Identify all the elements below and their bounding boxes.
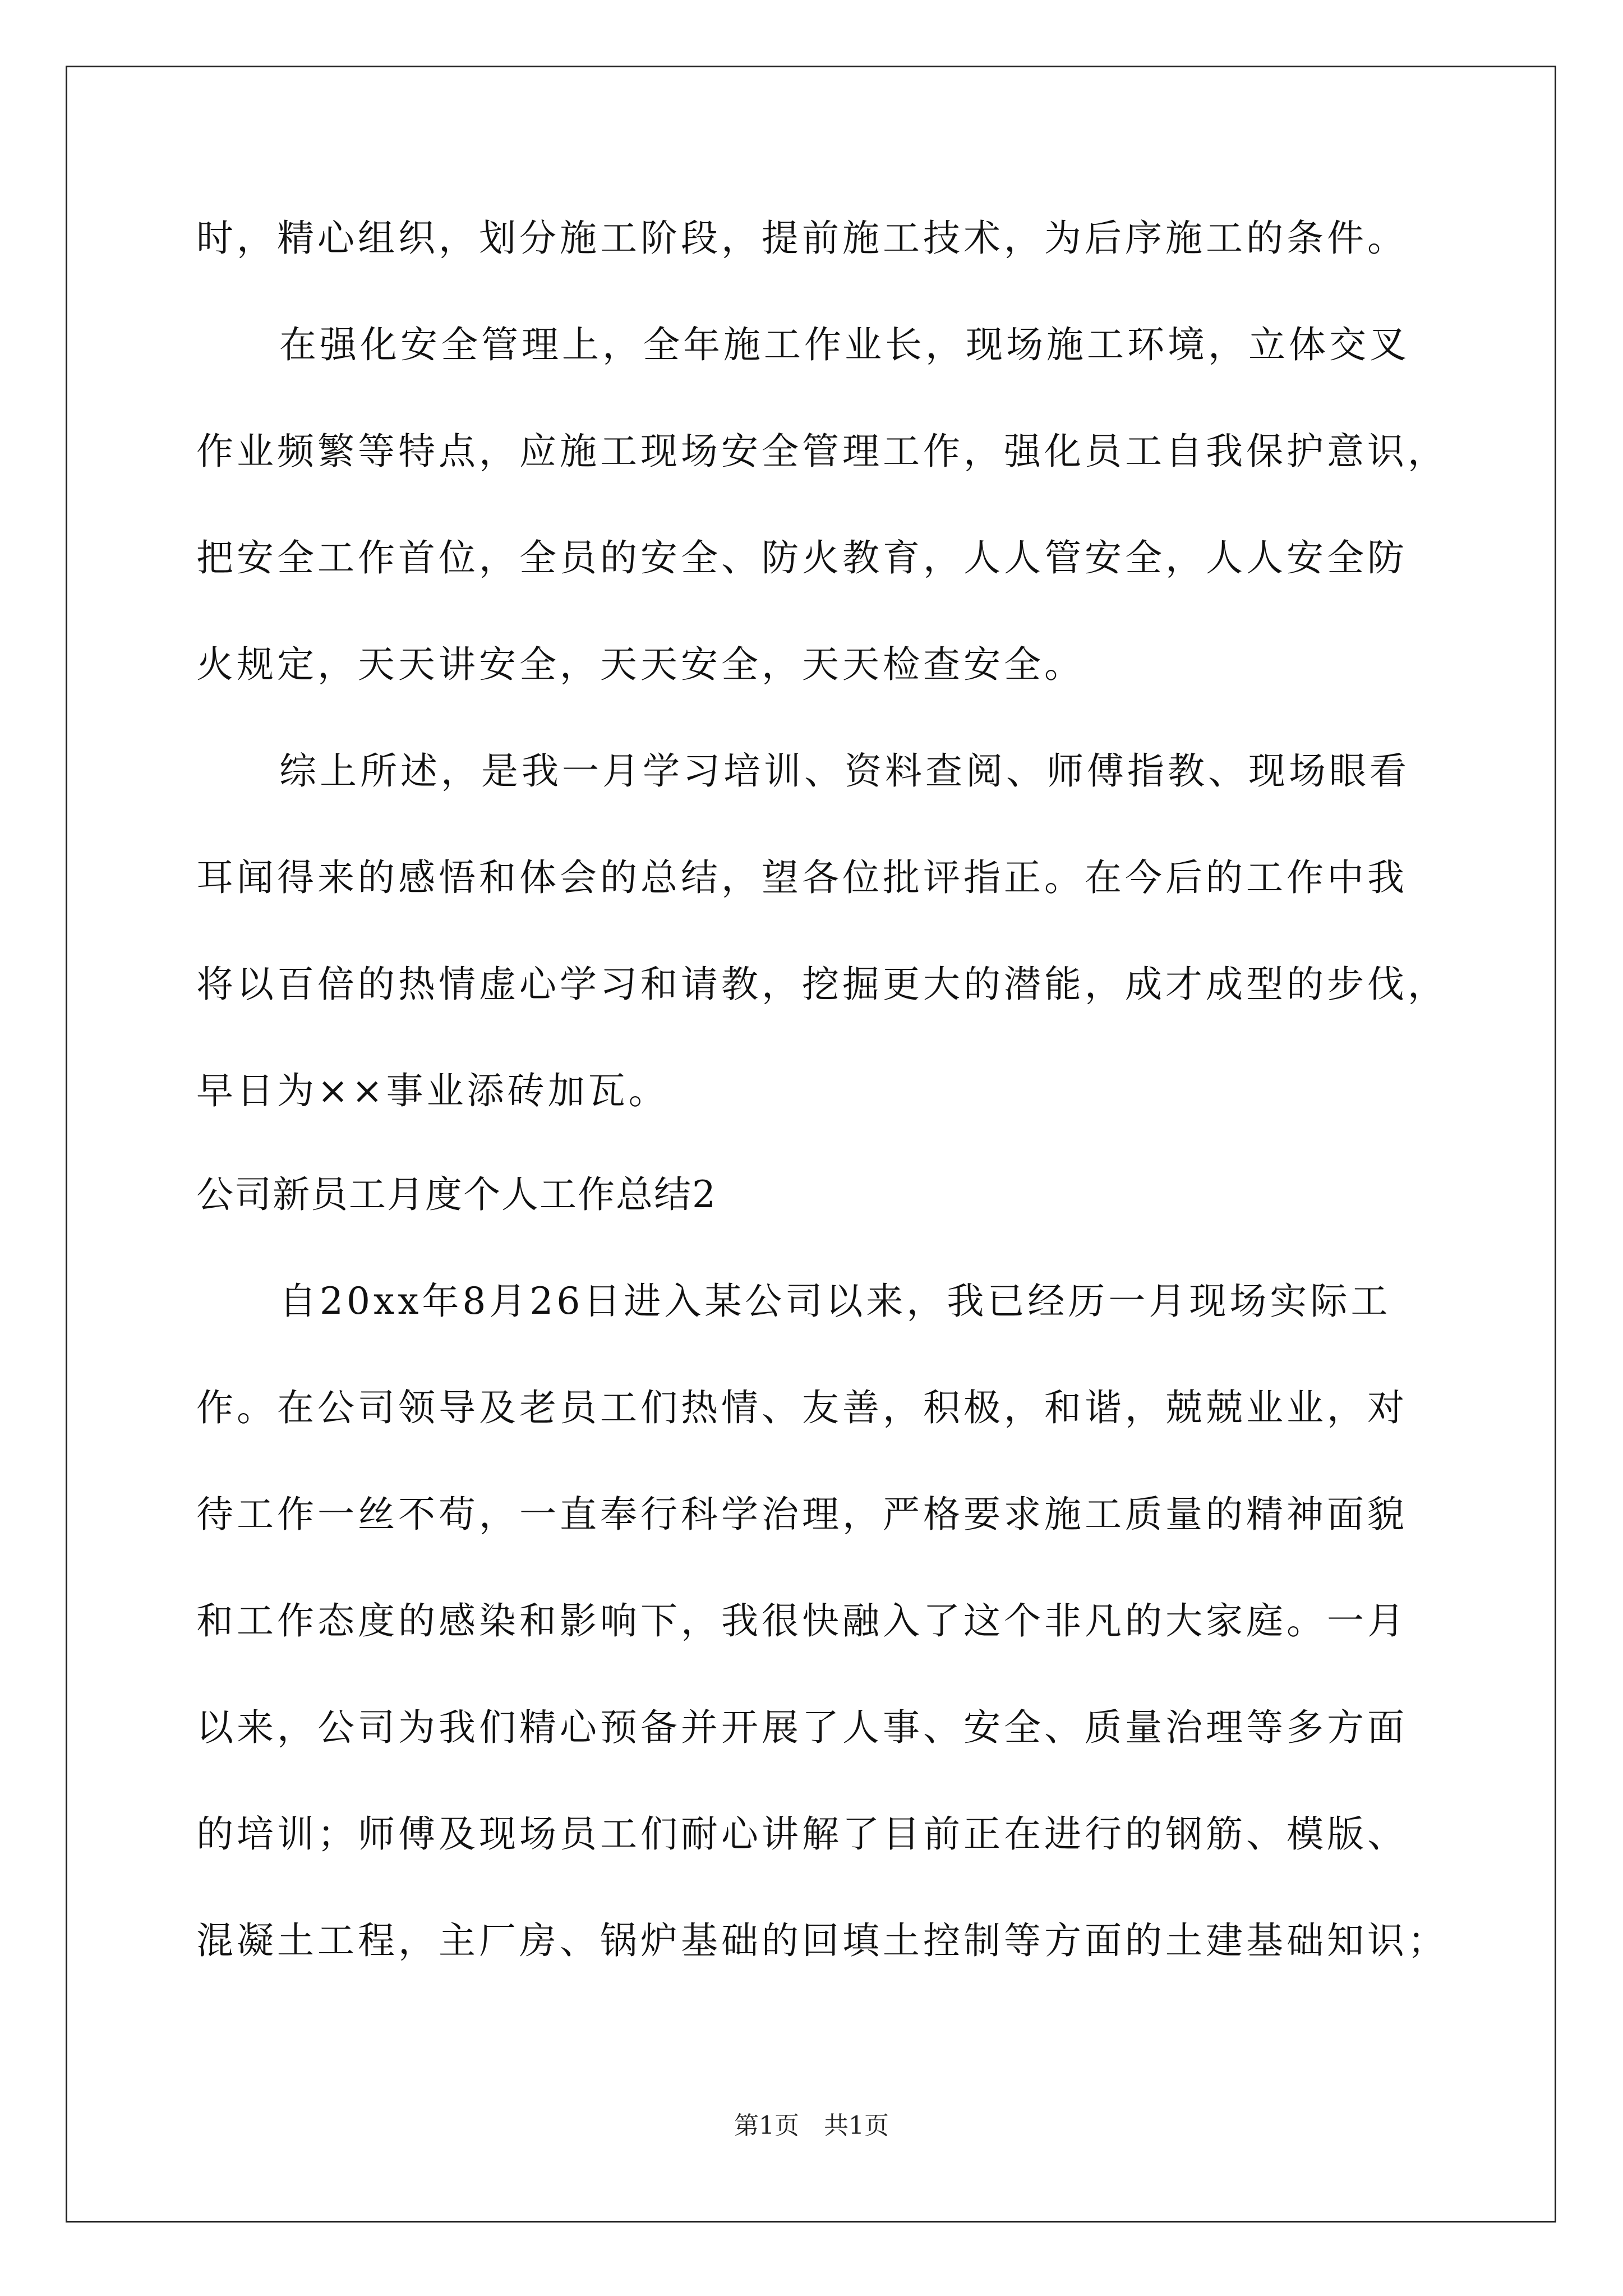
body-line: 作业频繁等特点，应施工现场安全管理工作，强化员工自我保护意识， <box>196 430 1448 473</box>
paragraph-first-line: 在强化安全管理上，全年施工作业长，现场施工环境，立体交叉 <box>279 323 1410 366</box>
page-number: 第1页 共1页 <box>734 2111 889 2140</box>
paragraph-first-line: 自20xx年8月26日进入某公司以来，我已经历一月现场实际工 <box>279 1280 1391 1323</box>
body-line: 时，精心组织，划分施工阶段，提前施工技术，为后序施工的条件。 <box>196 217 1408 260</box>
page-border <box>66 66 1556 2223</box>
body-line: 的培训；师傅及现场员工们耐心讲解了目前正在进行的钢筋、模版、 <box>196 1812 1408 1856</box>
paragraph-first-line: 综上所述，是我一月学习培训、资料查阅、师傅指教、现场眼看 <box>279 749 1410 793</box>
body-line: 作。在公司领导及老员工们热情、友善，积极，和谐，兢兢业业，对 <box>196 1386 1408 1429</box>
section-heading: 公司新员工月度个人工作总结2 <box>196 1173 717 1216</box>
body-line: 混凝土工程，主厂房、锅炉基础的回填土控制等方面的土建基础知识； <box>196 1919 1448 1962</box>
body-line: 待工作一丝不苟，一直奉行科学治理，严格要求施工质量的精神面貌 <box>196 1493 1408 1536</box>
body-line: 以来，公司为我们精心预备并开展了人事、安全、质量治理等多方面 <box>196 1706 1408 1749</box>
body-line: 火规定，天天讲安全，天天安全，天天检查安全。 <box>196 643 1085 686</box>
body-line: 早日为××事业添砖加瓦。 <box>196 1069 669 1112</box>
body-line: 耳闻得来的感悟和体会的总结，望各位批评指正。在今后的工作中我 <box>196 856 1408 899</box>
body-line: 把安全工作首位，全员的安全、防火教育，人人管安全，人人安全防 <box>196 536 1408 579</box>
body-line: 将以百倍的热情虚心学习和请教，挖掘更大的潜能，成才成型的步伐， <box>196 963 1448 1006</box>
body-line: 和工作态度的感染和影响下，我很快融入了这个非凡的大家庭。一月 <box>196 1599 1408 1642</box>
